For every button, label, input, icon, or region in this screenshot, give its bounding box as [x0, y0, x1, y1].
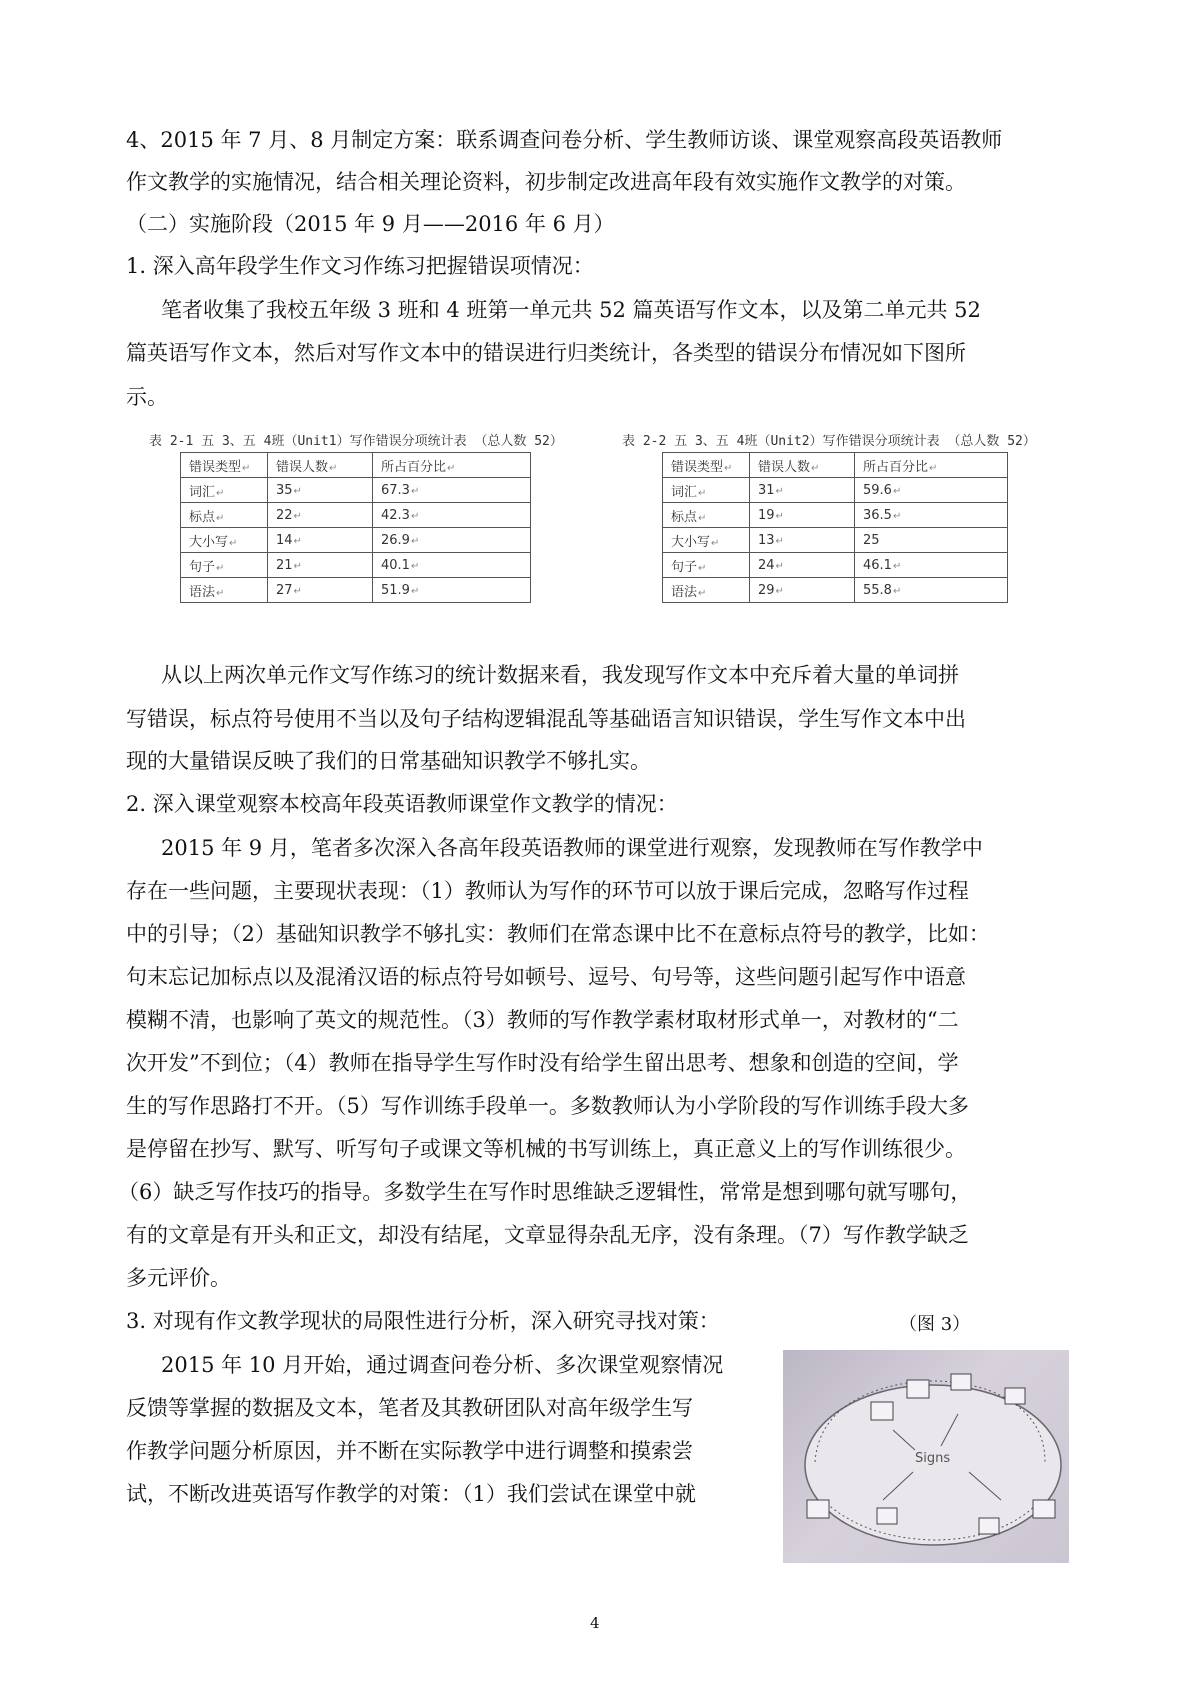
table-cell: 语法↵ — [663, 578, 750, 603]
para4-line7: 生的写作思路打不开。（5）写作训练手段单一。多数教师认为小学阶段的写作训练手段大多 — [126, 1094, 969, 1118]
table-row — [181, 528, 531, 553]
para2-line1: 笔者收集了我校五年级 3 班和 4 班第一单元共 52 篇英语写作文本，以及第二单元共 52 — [161, 298, 981, 322]
error-table-unit2 — [662, 452, 1008, 603]
para3-line2: 写错误，标点符号使用不当以及句子结构逻辑混乱等基础语言知识错误，学生写作文本中出 — [126, 707, 966, 731]
table-cell: 40.1↵ — [373, 553, 531, 578]
table-cell: 29↵ — [750, 578, 855, 603]
subheading-1: 1. 深入高年段学生作文习作练习把握错误项情况： — [126, 254, 594, 278]
table-cell: 35↵ — [268, 478, 373, 503]
table-header-cell: 错误人数↵ — [750, 453, 855, 478]
table-cell: 21↵ — [268, 553, 373, 578]
table-row — [663, 478, 1008, 503]
table-header-cell: 所占百分比↵ — [373, 453, 531, 478]
para1-line2: 作文教学的实施情况，结合相关理论资料，初步制定改进高年段有效实施作文教学的对策。 — [126, 170, 966, 194]
table-cell: 27↵ — [268, 578, 373, 603]
sketch-label: Signs — [915, 1451, 951, 1466]
para3-line1: 从以上两次单元作文写作练习的统计数据来看，我发现写作文本中充斥着大量的单词拼 — [161, 663, 959, 687]
table-row — [181, 503, 531, 528]
table-header-row — [663, 453, 1008, 478]
table-cell: 24↵ — [750, 553, 855, 578]
subheading-2: 2. 深入课堂观察本校高年段英语教师课堂作文教学的情况： — [126, 792, 678, 816]
table-row — [663, 553, 1008, 578]
para4-line4: 句末忘记加标点以及混淆汉语的标点符号如顿号、逗号、句号等，这些问题引起写作中语意 — [126, 965, 966, 989]
table-cell: 19↵ — [750, 503, 855, 528]
table-cell: 语法↵ — [181, 578, 268, 603]
table-header-cell: 错误类型↵ — [181, 453, 268, 478]
sketch-drawing — [783, 1350, 1069, 1563]
subheading-3: 3. 对现有作文教学现状的局限性进行分析，深入研究寻找对策： — [126, 1309, 720, 1333]
table-cell: 句子↵ — [663, 553, 750, 578]
table1-caption: 表 2-1 五 3、五 4班（Unit1）写作错误分项统计表 （总人数 52） — [149, 434, 563, 449]
figure-photo-sketch — [783, 1350, 1069, 1563]
table-cell: 26.9↵ — [373, 528, 531, 553]
table-header-row — [181, 453, 531, 478]
table-cell: 55.8↵ — [855, 578, 1008, 603]
para4-line3: 中的引导；（2）基础知识教学不够扎实：教师们在常态课中比不在意标点符号的教学，比如： — [126, 922, 990, 946]
table-header-cell: 错误类型↵ — [663, 453, 750, 478]
para4-line5: 模糊不清，也影响了英文的规范性。（3）教师的写作教学素材取材形式单一，对教材的“二 — [126, 1008, 959, 1032]
table-cell: 句子↵ — [181, 553, 268, 578]
table2-caption: 表 2-2 五 3、五 4班（Unit2）写作错误分项统计表 （总人数 52） — [622, 434, 1036, 449]
table-row — [663, 578, 1008, 603]
para4-line1: 2015 年 9 月，笔者多次深入各高年段英语教师的课堂进行观察，发现教师在写作教学中 — [161, 836, 983, 860]
table-cell: 14↵ — [268, 528, 373, 553]
table-cell: 31↵ — [750, 478, 855, 503]
table-cell: 42.3↵ — [373, 503, 531, 528]
table-cell: 59.6↵ — [855, 478, 1008, 503]
table-cell: 13↵ — [750, 528, 855, 553]
table-cell: 51.9↵ — [373, 578, 531, 603]
figure-caption: （图 3） — [899, 1314, 971, 1335]
table-cell: 46.1↵ — [855, 553, 1008, 578]
para5-line2: 反馈等掌握的数据及文本，笔者及其教研团队对高年级学生写 — [126, 1396, 693, 1420]
para3-line3: 现的大量错误反映了我们的日常基础知识教学不够扎实。 — [126, 749, 651, 773]
para1-line1: 4、2015 年 7 月、8 月制定方案：联系调查问卷分析、学生教师访谈、课堂观察高段英语教师 — [126, 128, 1003, 152]
table-cell: 36.5↵ — [855, 503, 1008, 528]
para4-line9: （6）缺乏写作技巧的指导。多数学生在写作时思维缺乏逻辑性，常常是想到哪句就写哪句， — [118, 1180, 972, 1204]
table-row — [181, 478, 531, 503]
para4-line11: 多元评价。 — [126, 1266, 231, 1290]
para5-line3: 作教学问题分析原因，并不断在实际教学中进行调整和摸索尝 — [126, 1439, 693, 1463]
table-cell: 词汇↵ — [663, 478, 750, 503]
para4-line8: 是停留在抄写、默写、听写句子或课文等机械的书写训练上，真正意义上的写作训练很少。 — [126, 1137, 966, 1161]
table-cell: 67.3↵ — [373, 478, 531, 503]
table-cell: 标点↵ — [181, 503, 268, 528]
para4-line2: 存在一些问题，主要现状表现：（1）教师认为写作的环节可以放于课后完成，忽略写作过程 — [126, 879, 969, 903]
para5-line4: 试，不断改进英语写作教学的对策：（1）我们尝试在课堂中就 — [126, 1482, 696, 1506]
table-cell: 大小写↵ — [663, 528, 750, 553]
table-row — [663, 503, 1008, 528]
table-row — [181, 578, 531, 603]
table-header-cell: 错误人数↵ — [268, 453, 373, 478]
para4-line10: 有的文章是有开头和正文，却没有结尾，文章显得杂乱无序，没有条理。（7）写作教学缺乏 — [126, 1223, 969, 1247]
para2-line2: 篇英语写作文本，然后对写作文本中的错误进行归类统计，各类型的错误分布情况如下图所 — [126, 341, 966, 365]
table-header-cell: 所占百分比↵ — [855, 453, 1008, 478]
section-heading-implementation: （二）实施阶段（2015 年 9 月——2016 年 6 月） — [126, 212, 615, 236]
table-cell: 词汇↵ — [181, 478, 268, 503]
table-cell: 22↵ — [268, 503, 373, 528]
table-cell: 25 — [855, 528, 1008, 553]
para2-line3: 示。 — [126, 385, 168, 409]
page-number: 4 — [590, 1614, 600, 1632]
table-row — [181, 553, 531, 578]
para5-line1: 2015 年 10 月开始，通过调查问卷分析、多次课堂观察情况 — [161, 1353, 724, 1377]
table-row — [663, 528, 1008, 553]
table-cell: 大小写↵ — [181, 528, 268, 553]
para4-line6: 次开发”不到位；（4）教师在指导学生写作时没有给学生留出思考、想象和创造的空间，学 — [126, 1051, 959, 1075]
error-table-unit1 — [180, 452, 531, 603]
table-cell: 标点↵ — [663, 503, 750, 528]
